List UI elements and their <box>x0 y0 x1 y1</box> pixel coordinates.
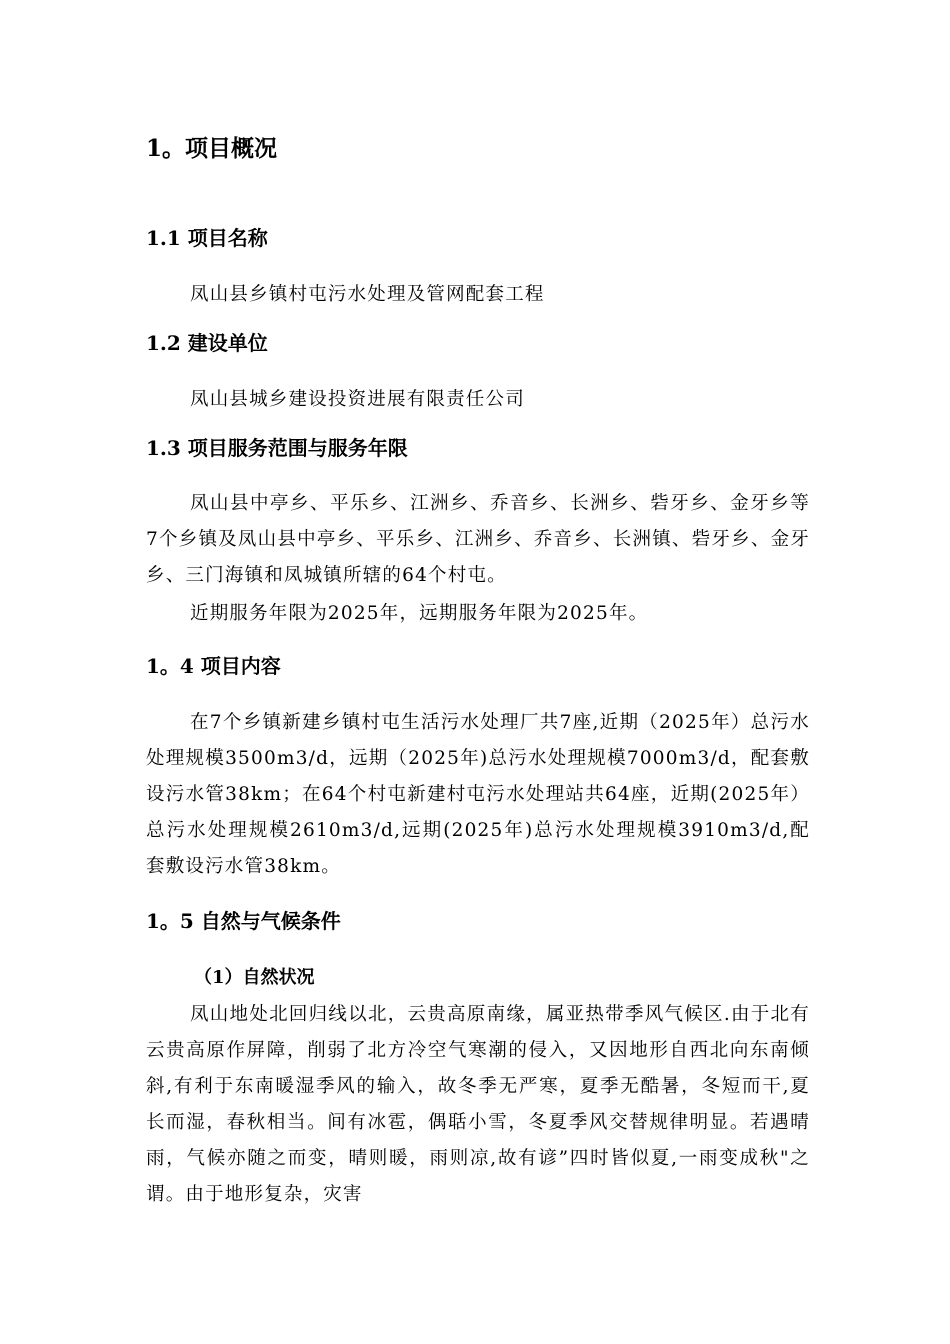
service-scope-text: 凤山县中亭乡、平乐乡、江洲乡、乔音乡、长洲乡、砦牙乡、金牙乡等7个乡镇及凤山县中亭乡、平乐乡、江洲乡、乔音乡、长洲镇、砦牙乡、金牙乡、三门海镇和凤城镇所辖的64个村屯。 <box>146 493 810 586</box>
section-heading-project-content: 1。4 项目内容 <box>146 654 281 678</box>
project-name-text: 凤山县乡镇村屯污水处理及管网配套工程 <box>190 284 545 305</box>
section-heading-project-overview: 1。项目概况 <box>146 135 278 162</box>
section-heading-project-name: 1.1 项目名称 <box>146 226 268 250</box>
service-years-text: 近期服务年限为2025年，远期服务年限为2025年。 <box>190 603 649 624</box>
section-heading-service-scope: 1.3 项目服务范围与服务年限 <box>146 436 408 460</box>
natural-status-text: 凤山地处北回归线以北，云贵高原南缘，属亚热带季风气候区.由于北有云贵高原作屏障，削弱了北方冷空气寒潮的侵入，又因地形自西北向东南倾斜,有利于东南暖湿季风的输入，故冬季无严寒，夏季无酷暑，冬短而干,夏长而湿，春秋相当。间有冰雹，偶聒小雪，冬夏季风交替规律明显。若遇晴雨，气候亦随之而变，晴则暖，雨则凉,故有谚”四时皆似夏,一雨变成秋"之谓。由于地形复杂，灾害 <box>146 1004 810 1205</box>
construction-unit-text: 凤山县城乡建设投资进展有限责任公司 <box>190 389 525 410</box>
section-heading-construction-unit: 1.2 建设单位 <box>146 331 268 355</box>
subsection-heading-natural-status: （1）自然状况 <box>194 967 315 988</box>
section-heading-natural-climate: 1。5 自然与气候条件 <box>146 909 341 933</box>
project-content-text: 在7个乡镇新建乡镇村屯生活污水处理厂共7座,近期（2025年）总污水处理规模3500m3/d，远期（2025年)总污水处理规模7000m3/d，配套敷设污水管38km；在64个村屯新建村屯污水处理站共64座，近期(2025年）总污水处理规模2610m3/d,远期(2025年)总污水处理规模3910m3/d,配套敷设污水管38km。 <box>146 712 810 877</box>
